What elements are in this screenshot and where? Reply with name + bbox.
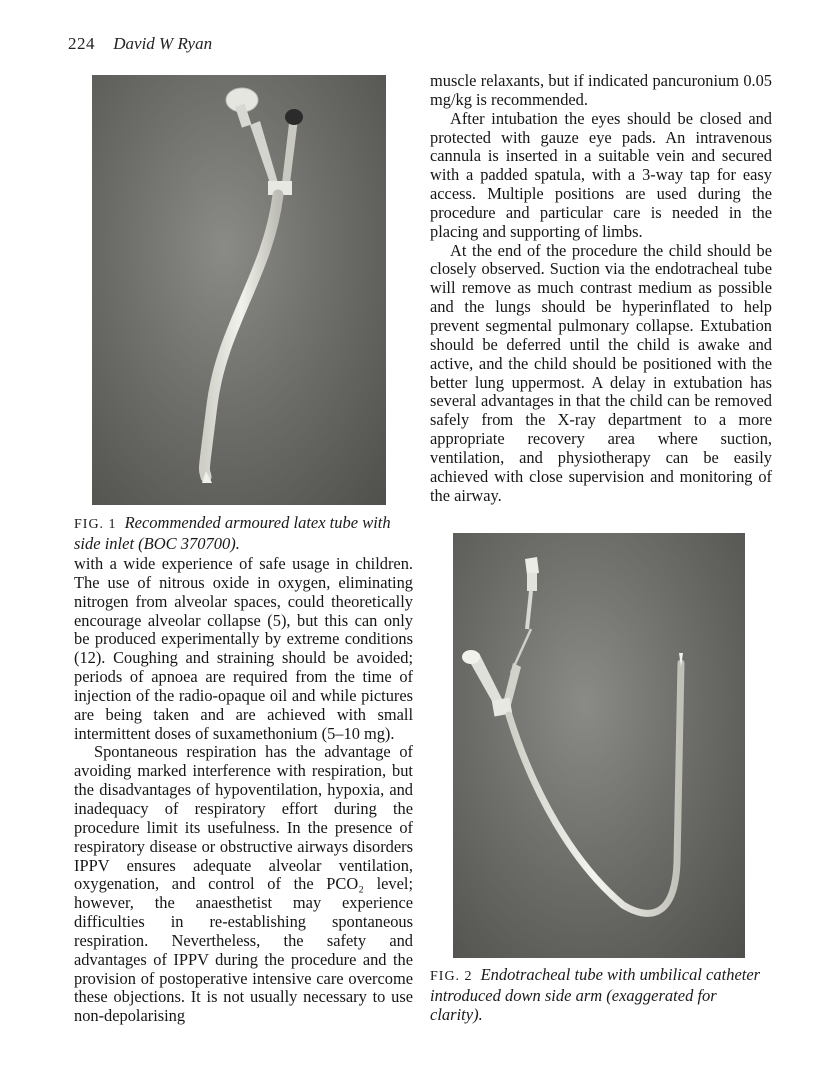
left-column [74, 555, 413, 1026]
paragraph: with a wide experience of safe usage in children. The use of nitrous oxide in oxygen, eliminating nitrogen from alveolar spaces, could theoretically encourage alveolar collapse (5), but this can only be produced experimentally by extreme conditions (12). Coughing and straining should be avoided; periods of apnoea are required from the time of injection of the radio-opaque oil and while pictures are being taken and are achieved with small intermittent doses of suxamethonium (5–10 mg). [74, 554, 413, 743]
figure-2-label: FIG. 2 [430, 969, 473, 984]
paragraph: At the end of the procedure the child should be closely observed. Suction via the endotracheal tube will remove as much contrast medium as possible and the lungs should be hyperinflated to help prevent segmental pulmonary collapse. Extubation should be deferred until the child is awake and active, and the child should be positioned with the better lung uppermost. A delay in extubation has several advantages in that the child can be removed safely from the X-ray department to a more appropriate recovery area where suction, ventilation, and physiotherapy can be easily achieved with close supervision and monitoring of the airway. [430, 240, 772, 505]
figure-1-caption-text: Recommended armoured latex tube with side inlet (BOC 370700). [74, 513, 391, 553]
figure-1-caption [74, 513, 392, 553]
paragraph: muscle relaxants, but if indicated pancuronium 0.05 mg/kg is recommended. [430, 71, 772, 109]
figure-2-caption-text: Endotracheal tube with umbilical catheter introduced down side arm (exaggerated for clarity). [430, 965, 761, 1024]
figure-1-label: FIG. 1 [74, 517, 117, 532]
figure-1-photo [92, 75, 386, 505]
running-author: David W Ryan [113, 34, 213, 53]
paragraph: Spontaneous respiration has the advantage of avoiding marked interference with respiration, but the disadvantages of hypoventilation, hypoxia, and inadequacy of respiratory effort during the procedure limit its usefulness. In the presence of respiratory disease or obstructive airways disorders IPPV ensures adequate alveolar ventilation, oxygenation, and control of the PCO₂ level; however, the anaesthetist may experience difficulties in re-establishing spontaneous respiration. Nevertheless, the safety and advantages of IPPV during the procedure and the provision of postoperative intensive care overcome these objections. It is not usually necessary to use non-depolarising [74, 742, 413, 1026]
paragraph: After intubation the eyes should be closed and protected with gauze eye pads. An intravenous cannula is inserted in a suitable vein and secured with a padded spatula, with a 3-way tap for easy access. Multiple positions are used during the procedure and particular care is needed in the placing and supporting of limbs. [430, 108, 772, 241]
catheter-tube-illustration [453, 533, 745, 958]
right-column [430, 72, 772, 505]
endotracheal-tube-illustration [92, 75, 386, 505]
running-header [68, 34, 212, 54]
figure-2-caption [430, 965, 772, 1024]
page-number: 224 [68, 34, 95, 53]
figure-2-photo [453, 533, 745, 958]
